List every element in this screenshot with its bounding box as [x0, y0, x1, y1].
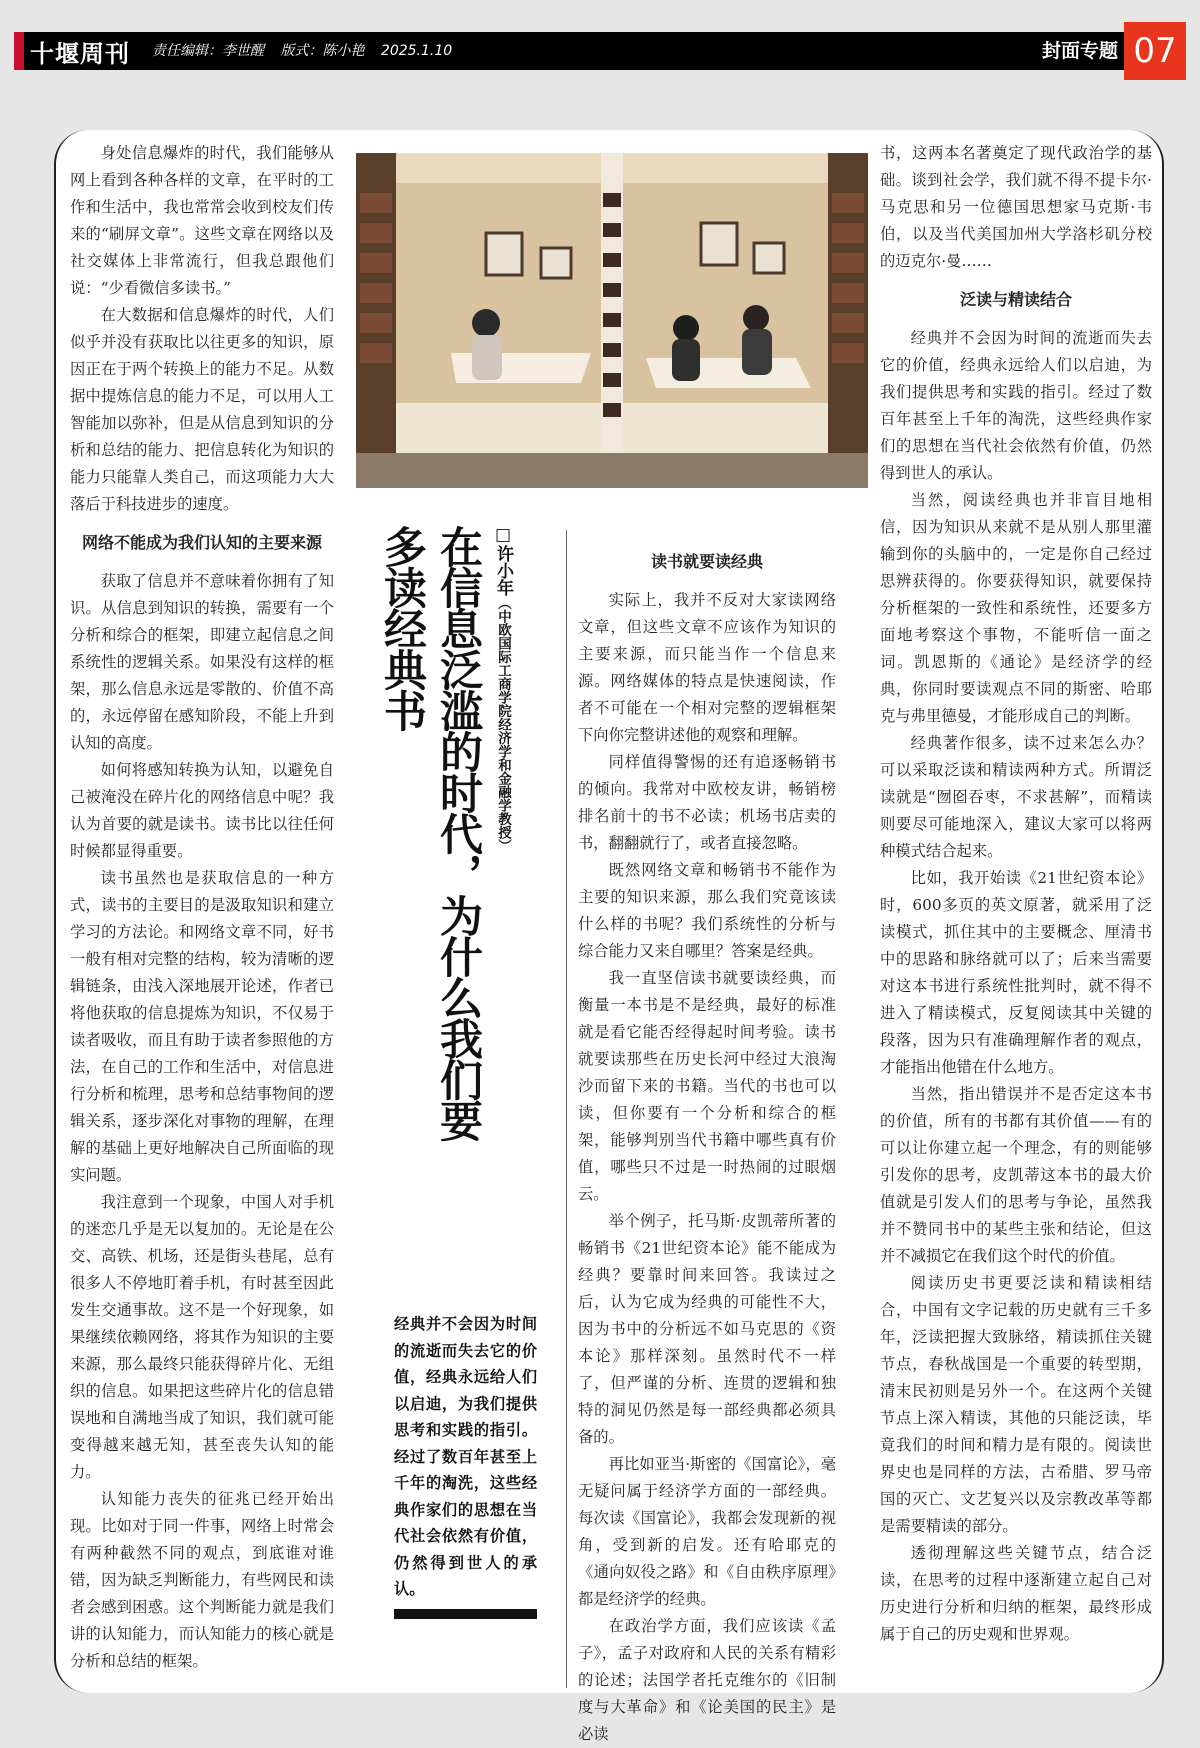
column-4 [880, 140, 1152, 1648]
paragraph: 经典著作很多，读不过来怎么办？可以采取泛读和精读两种方式。所谓泛读就是“囫囵吞枣，不求甚解”，而精读则要尽可能地深入，建议大家可以将两种模式结合起来。 [880, 734, 1152, 860]
layout-credit: 版式：陈小艳 [280, 43, 365, 59]
pull-quote: 经典并不会因为时间的流逝而失去它的价值，经典永远给人们以启迪，为我们提供思考和实践的指引。经过了数百年甚至上千年的淘洗，这些经典作家们的思想在当代社会依然有价值，仍然得到世人的承认。 [394, 1315, 537, 1598]
column-divider [566, 530, 567, 1688]
paragraph: 透彻理解这些关键节点，结合泛读，在思考的过程中逐渐建立起自己对历史进行分析和归纳的框架，最终形成属于自己的历史观和世界观。 [880, 1544, 1152, 1643]
section-name: 封面专题 [1041, 40, 1118, 62]
byline [492, 525, 514, 1065]
author-name: □许小年 [493, 525, 513, 596]
paragraph: 再比如亚当·斯密的《国富论》，毫无疑问属于经济学方面的一部经典。每次读《国富论》，我都会发现新的视角，受到新的启发。还有哈耶克的《通向奴役之路》和《自由秩序原理》都是经济学的经典。 [578, 1455, 836, 1608]
paragraph: 既然网络文章和畅销书不能作为主要的知识来源，那么我们究竟该读什么样的书呢？我们系统性的分析与综合能力又来自哪里？答案是经典。 [578, 861, 836, 960]
paragraph: 获取了信息并不意味着你拥有了知识。从信息到知识的转换，需要有一个分析和综合的框架，即建立起信息之间系统性的逻辑关系。如果没有这样的框架，那么信息永远是零散的、价值不高的，永远停留在感知阶段，不能上升到认知的高度。 [70, 572, 334, 752]
subheading: 读书就要读经典 [650, 552, 763, 571]
paragraph: 经典并不会因为时间的流逝而失去它的价值，经典永远给人们以启迪，为我们提供思考和实践的指引。经过了数百年甚至上千年的淘洗，这些经典作家们的思想在当代社会依然有价值，仍然得到世人的承认。 [880, 329, 1152, 482]
paragraph: 举个例子，托马斯·皮凯蒂所著的畅销书《21世纪资本论》能不能成为经典？要靠时间来回答。我读过之后，认为它成为经典的可能性不大，因为书中的分析远不如马克思的《资本论》那样深刻。虽然时代不一样了，但严谨的分析、连贯的逻辑和独特的洞见仍然是每一部经典都必须具备的。 [578, 1212, 836, 1446]
pull-quote-bar [394, 1609, 537, 1619]
paragraph: 我注意到一个现象，中国人对手机的迷恋几乎是无以复加的。无论是在公交、高铁、机场，还是街头巷尾，总有很多人不停地盯着手机，有时甚至因此发生交通事故。这不是一个好现象，如果继续依赖网络，将其作为知识的主要来源，那么最终只能获得碎片化、无组织的信息。如果把这些碎片化的信息错误地和自满地当成了知识，我们就可能变得越来越无知，甚至丧失认知的能力。 [70, 1193, 334, 1481]
column-1 [70, 140, 334, 1675]
page-number-badge: 07 [1124, 22, 1186, 80]
paragraph: 在大数据和信息爆炸的时代，人们似乎并没有获取比以往更多的知识，原因正在于两个转换上的能力不足。从数据中提炼信息的能力不足，可以用人工智能加以弥补，但是从信息到知识的分析和总结的能力、把信息转化为知识的能力只能靠人类自己，而这项能力大大落后于科技进步的速度。 [70, 306, 334, 513]
article-photo-library-readers [356, 153, 868, 488]
paragraph: 实际上，我并不反对大家读网络文章，但这些文章不应该作为知识的主要来源，而只能当作一个信息来源。网络媒体的特点是快速阅读，作者不可能在一个相对完整的逻辑框架下向你完整讲述他的观察和理解。 [578, 591, 836, 744]
paragraph: 读书虽然也是获取信息的一种方式，读书的主要目的是汲取知识和建立学习的方法论。和网络文章不同，好书一般有相对完整的结构，较为清晰的逻辑链条，由浅入深地展开论述，作者已将他获取的信息提炼为知识，不仅易于读者吸收，而且有助于读者参照他的方法，在自己的工作和生活中，对信息进行分析和梳理，思考和总结事物间的逻辑关系，逐步深化对事物的理解，在理解的基础上更好地解决自己所面临的现实问题。 [70, 869, 334, 1184]
column-3 [578, 537, 836, 1748]
paragraph: 当然，阅读经典也并非盲目地相信，因为知识从来就不是从别人那里灌输到你的头脑中的，一定是你自己经过思辨获得的。你要获得知识，就要保持分析框架的一致性和系统性，还要多方面地考察这个事物，不能听信一面之词。凯恩斯的《通论》是经济学的经典，你同时要读观点不同的斯密、哈耶克与弗里德曼，才能形成自己的判断。 [880, 491, 1152, 725]
masthead-title: 十堰周刊 [30, 38, 130, 68]
subheading: 泛读与精读结合 [959, 290, 1072, 309]
subheading: 网络不能成为我们认知的主要来源 [81, 533, 322, 552]
paragraph: 比如，我开始读《21世纪资本论》时，600多页的英文原著，就采用了泛读模式，抓住其中的主要概念、厘清书中的思路和脉络就可以了；后来当需要对这本书进行系统性批判时，就不得不进入了精读模式，反复阅读其中关键的段落，因为只有准确理解作者的观点，才能指出他错在什么地方。 [880, 869, 1152, 1076]
paragraph: 在政治学方面，我们应该读《孟子》，孟子对政府和人民的关系有精彩的论述；法国学者托克维尔的《旧制度与大革命》和《论美国的民主》是必读 [578, 1617, 836, 1743]
article-title: 在信息泛滥的时代，为什么我们要多读经典书 [377, 525, 483, 1140]
masthead [14, 32, 144, 70]
page-header [14, 32, 1186, 70]
paragraph: 身处信息爆炸的时代，我们能够从网上看到各种各样的文章，在平时的工作和生活中，我也常常会收到校友们传来的“刷屏文章”。这些文章在网络以及社交媒体上非常流行，但我总跟他们说：“少看微信多读书。” [70, 144, 334, 297]
paragraph: 我一直坚信读书就要读经典，而衡量一本书是不是经典，最好的标准就是看它能否经得起时间考验。读书就要读那些在历史长河中经过大浪淘沙而留下来的书籍。当代的书也可以读，但你要有一个分析和综合的框架，能够判别当代书籍中哪些真有价值，哪些只不过是一时热闹的过眼烟云。 [578, 969, 836, 1203]
paragraph: 阅读历史书更要泛读和精读相结合，中国有文字记载的历史就有三千多年，泛读把握大致脉络，精读抓住关键节点，春秋战国是一个重要的转型期，清末民初则是另外一个。在这两个关键节点上深入精读，其他的只能泛读，毕竟我们的时间和精力是有限的。阅读世界史也是同样的方法，古希腊、罗马帝国的灭亡、文艺复兴以及宗教改革等都是需要精读的部分。 [880, 1274, 1152, 1535]
editor-credit: 责任编辑：李世醒 [152, 43, 264, 59]
header-meta [152, 32, 464, 70]
masthead-red-bar [14, 32, 24, 70]
author-affiliation: （中欧国际工商学院经济学和金融学教授） [495, 596, 511, 853]
paragraph: 当然，指出错误并不是否定这本书的价值，所有的书都有其价值——有的可以让你建立起一个理念，有的则能够引发你的思考，皮凯蒂这本书的最大价值就是引发人们的思考与争论，虽然我并不赞同书中的某些主张和结论，但这并不减损它在我们这个时代的价值。 [880, 1085, 1152, 1265]
paragraph: 认知能力丧失的征兆已经开始出现。比如对于同一件事，网络上时常会有两种截然不同的观点，到底谁对谁错，因为缺乏判断能力，有些网民和读者会感到困惑。这个判断能力就是我们讲的认知能力，而认知能力的核心就是分析和总结的框架。 [70, 1490, 334, 1670]
paragraph: 如何将感知转换为认知，以避免自己被淹没在碎片化的网络信息中呢？我认为首要的就是读书。读书比以往任何时候都显得重要。 [70, 761, 334, 860]
paragraph: 同样值得警惕的还有追逐畅销书的倾向。我常对中欧校友讲，畅销榜排名前十的书不必读；机场书店卖的书，翻翻就行了，或者直接忽略。 [578, 753, 836, 852]
issue-date: 2025.1.10 [380, 43, 453, 59]
paragraph: 书，这两本名著奠定了现代政治学的基础。谈到社会学，我们就不得不提卡尔·马克思和另一位德国思想家马克斯·韦伯，以及当代美国加州大学洛杉矶分校的迈克尔·曼…… [880, 144, 1152, 270]
photo-illustration [356, 153, 868, 488]
